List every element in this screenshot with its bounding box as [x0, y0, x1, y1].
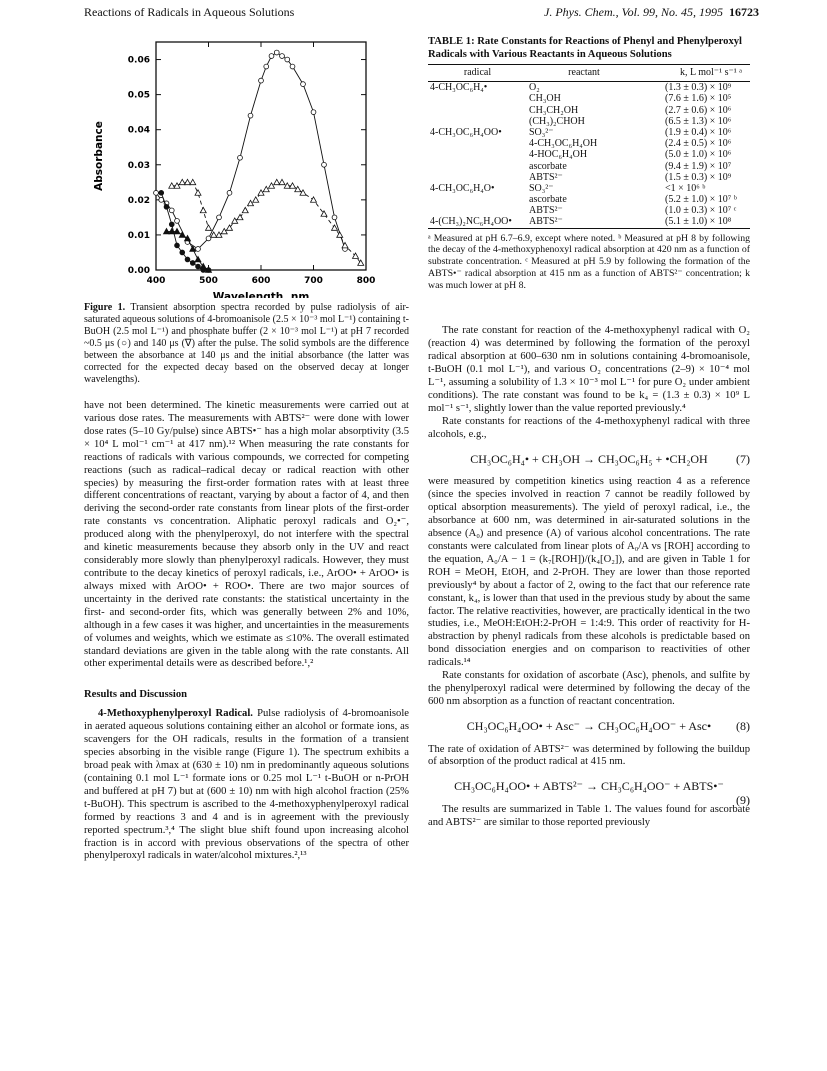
absorbance-chart — [84, 36, 409, 298]
table-header-k: k, L mol⁻¹ s⁻¹ ᵃ — [641, 65, 750, 82]
table-cell-reactant: CH₃CH₂OH — [529, 104, 579, 116]
y-tick-label: 0.01 — [127, 230, 150, 241]
series-line-circle-open — [156, 53, 345, 249]
table-cell-reactant: O₂ — [529, 82, 540, 94]
data-point-circle-open — [196, 247, 201, 252]
section-heading: Results and Discussion — [84, 689, 188, 701]
table-cell-k: (2.7 ± 0.6) × 10⁶ — [665, 104, 732, 116]
data-point-circle-filled — [175, 243, 180, 248]
table-cell-k: (2.4 ± 0.5) × 10⁶ — [665, 138, 732, 150]
y-tick-label: 0.02 — [127, 195, 150, 206]
table-cell-radical — [428, 161, 527, 172]
table-header-row — [428, 65, 750, 82]
data-point-triangle-open — [248, 200, 254, 205]
data-point-triangle-open — [232, 218, 238, 223]
table-row — [428, 149, 750, 160]
data-point-circle-filled — [196, 264, 201, 269]
data-point-circle-open — [332, 215, 337, 220]
figure-1 — [84, 36, 409, 298]
data-point-circle-open — [169, 208, 174, 213]
table-header-reactant: reactant — [527, 65, 641, 82]
data-point-circle-open — [264, 64, 269, 69]
table-row — [428, 138, 750, 149]
data-point-circle-open — [227, 190, 232, 195]
table-cell-radical — [428, 205, 527, 216]
table-cell-reactant: (CH₃)₂CHOH — [529, 115, 585, 127]
data-point-circle-open — [269, 54, 274, 59]
data-point-circle-open — [217, 215, 222, 220]
equation-8-text: CH₃OC₆H₄OO• + Asc⁻ → CH₃OC₆H₄OO⁻ + Asc• — [466, 718, 712, 733]
table-row — [428, 183, 750, 194]
journal-info: J. Phys. Chem., Vol. 99, No. 45, 1995 — [544, 5, 723, 19]
equation-8-number: (8) — [736, 718, 750, 733]
data-point-circle-open — [259, 78, 264, 83]
table-header-radical: radical — [428, 65, 527, 82]
left-column — [84, 36, 409, 863]
table-caption: TABLE 1: Rate Constants for Reactions of Phenyl and Phenylperoxyl Radicals with Various Reactants in Aqueous Solutions — [428, 36, 742, 60]
data-point-circle-open — [206, 236, 211, 241]
data-point-triangle-open — [221, 228, 227, 233]
data-point-circle-open — [154, 190, 159, 195]
table-row — [428, 116, 750, 127]
right-paragraph-2: Rate constants for reactions of the 4-methoxyphenyl radical with three alcohols, e.g., — [428, 415, 750, 440]
data-point-circle-filled — [185, 257, 190, 262]
data-point-circle-filled — [190, 261, 195, 266]
table-cell-reactant: SO₃²⁻ — [529, 126, 554, 138]
table-cell-reactant: 4-HOC₆H₄OH — [529, 149, 588, 161]
right-paragraph-4: Rate constants for oxidation of ascorbate (Asc), phenols, and sulfite by the phenylperoxyl radical were determined by following the decay of the 600 nm absorption as a function of reactant concentration. — [428, 670, 750, 707]
data-point-circle-open — [248, 113, 253, 118]
table-row — [428, 105, 750, 116]
right-paragraph-1: The rate constant for reaction of the 4-methoxyphenyl radical with O₂ (reaction 4) was determined by following the formation of the peroxyl radical absorption at 600–630 nm in solutions containing 4-bromoanisole, t-BuOH (0.1 mol L⁻¹), and various O₂ concentrations (2–9) × 10⁻⁴ mol L⁻¹, assuming a solubility of 1.3 × 10⁻³ mol L⁻¹ for pure O₂ under ambient conditions). The rate constant was found to be k₄ = (1.3 ± 0.3) × 10⁹ L mol⁻¹ s⁻¹, slightly lower than the value reported previously.⁴ — [428, 325, 750, 414]
y-tick-label: 0.06 — [127, 55, 150, 66]
table-cell-k: (6.5 ± 1.3) × 10⁶ — [665, 115, 732, 127]
table-cell-reactant: ABTS²⁻ — [529, 171, 563, 183]
running-head: Reactions of Radicals in Aqueous Solutions — [84, 5, 295, 19]
journal-citation — [544, 5, 759, 20]
data-point-triangle-open — [253, 197, 259, 202]
data-point-circle-filled — [159, 190, 164, 195]
table-row — [428, 194, 750, 205]
data-point-triangle-open — [216, 232, 222, 237]
table-cell-radical — [428, 149, 527, 160]
data-point-circle-filled — [180, 250, 185, 255]
table-row — [428, 161, 750, 172]
figure-caption-label: Figure 1. — [84, 302, 126, 313]
equation-7-text: CH₃OC₆H₄• + CH₃OH → CH₃OC₆H₅ + •CH₂OH — [470, 451, 708, 466]
table-cell-reactant: ABTS²⁻ — [527, 216, 641, 228]
y-tick-label: 0.04 — [127, 125, 150, 136]
data-point-circle-open — [175, 218, 180, 223]
table-cell-k: (5.1 ± 1.0) × 10⁸ — [641, 216, 750, 228]
left-paragraph-2-text: Pulse radiolysis of 4-bromoanisole in aerated aqueous solutions containing either an alcohol or formate ions, as scavengers for the OH radicals, results in the formation of a transient species absorbing in the visible range (Figure 1). The spectrum exhibits a broad peak with λmax at (630 ± 10) nm in predominantly aqueous solutions (containing 0.1 mol L⁻¹ formate ions or 0.25 mol L⁻¹ t-BuOH or n-PrOH and buffered at pH 7) but at (600 ± 10) nm with high alcohol fraction (25% t-BuOH). This spectrum is ascribed to the 4-methoxyphenylperoxyl radical formed by reactions 3 and 4 and is in agreement with the previously reported spectrum.³,⁴ The slight blue shift found upon increasing alcohol fraction is in accord with previous observations of the spectra of other phenylperoxyl radicals in water/alcohol mixtures.²,¹³ — [84, 708, 409, 862]
x-tick-label: 700 — [304, 276, 323, 286]
y-tick-label: 0.05 — [127, 90, 150, 101]
data-point-triangle-filled — [195, 256, 201, 261]
table-row — [428, 93, 750, 104]
table-cell-reactant: ascorbate — [529, 194, 567, 206]
equation-9-text: CH₃OC₆H₄OO• + ABTS²⁻ → CH₃C₆H₄OO⁻ + ABTS•⁻ — [454, 779, 724, 794]
data-point-circle-open — [285, 57, 290, 62]
table-cell-k: (1.5 ± 0.3) × 10⁹ — [665, 171, 732, 183]
data-point-circle-open — [322, 162, 327, 167]
data-point-circle-open — [290, 64, 295, 69]
table-row — [428, 172, 750, 183]
data-point-circle-open — [238, 155, 243, 160]
data-point-triangle-open — [274, 179, 280, 184]
data-point-triangle-open — [279, 179, 285, 184]
figure-caption-text: Transient absorption spectra recorded by pulse radiolysis of air-saturated aqueous solutions of 4-bromoanisole (2.5 × 10⁻³ mol L⁻¹) containing t-BuOH (2.5 mol L⁻¹) and phosphate buffer (2 × 10⁻³ mol L⁻¹) at pH 7 recorded ~0.5 μs (○) and 140 μs (∇) after the pulse. The solid symbols are the difference between the absorbance at 140 μs and the initial absorbance (the latter was corrected for the expected decay based on the observed decay at longer wavelengths). — [84, 302, 409, 385]
right-paragraph-3: were measured by competition kinetics using reaction 4 as a reference (since the species involved in reaction 7 cannot be readily followed by optical absorption measurements). The yield of peroxyl radical, i.e., the absorbance at 600 nm, was determined in air-saturated solutions in the absence (A₀) and presence (A) of various alcohol concentrations. The rate constants were calculated from linear plots of A₀/A vs [ROH] according to the equation, A₀/A − 1 = (k₇[ROH])/(k₄[O₂]), and are given in Table 1 for ROH = MeOH, EtOH, and 2-PrOH. They are lower than those reported previously⁴ by about a factor of 2, owing to the fact that our reference rate constant, k₄, is lower than that used in the previous study by about the same factor. The relative reactivities, however, are practically identical in the two studies, i.e., MeOH:EtOH:2-PrOH = 1:4:9. This order of reactivity for H-abstraction by phenyl radicals from these alcohols is predictable based on bond dissociation energies and on comparison to reactivities of other radicals.¹⁴ — [428, 476, 750, 669]
rate-constant-table — [428, 64, 750, 229]
runin-heading: 4-Methoxyphenylperoxyl Radical. — [98, 708, 253, 720]
table-cell-reactant: 4-CH₃OC₆H₄OH — [529, 138, 598, 150]
equation-9 — [428, 779, 750, 808]
table-cell-reactant: SO₃²⁻ — [529, 182, 554, 194]
data-point-triangle-open — [190, 179, 196, 184]
table-cell-radical — [428, 138, 527, 149]
data-point-triangle-open — [295, 186, 301, 191]
table-cell-k: (1.9 ± 0.4) × 10⁶ — [665, 126, 732, 138]
data-point-triangle-open — [311, 197, 317, 202]
equation-7-number: (7) — [736, 451, 750, 466]
table-cell-radical — [428, 105, 527, 116]
table-cell-radical: 4-CH₃OC₆H₄O• — [430, 182, 495, 194]
data-point-triangle-open — [242, 207, 248, 212]
x-tick-label: 500 — [199, 276, 218, 286]
table-cell-k: <1 × 10⁶ ᵇ — [665, 182, 706, 194]
data-point-triangle-open — [300, 190, 306, 195]
data-point-circle-open — [311, 110, 316, 115]
equation-7 — [428, 452, 750, 467]
x-tick-label: 400 — [146, 276, 166, 286]
equation-9-number: (9) — [736, 793, 750, 808]
x-tick-label: 600 — [251, 276, 271, 286]
table-cell-radical — [428, 172, 527, 183]
table-cell-radical — [428, 194, 527, 205]
y-axis-label: Absorbance — [93, 121, 105, 191]
table-cell-reactant: ascorbate — [529, 160, 567, 172]
table-cell-reactant: CH₃OH — [529, 93, 561, 105]
y-tick-label: 0.00 — [127, 266, 150, 276]
table-cell-k: (5.0 ± 1.0) × 10⁶ — [665, 149, 732, 161]
table-cell-k: (9.4 ± 1.9) × 10⁷ — [665, 160, 732, 172]
data-point-triangle-open — [332, 225, 338, 230]
data-point-triangle-open — [258, 190, 264, 195]
table-cell-radical: 4-(CH₃)₂NC₆H₄OO• — [428, 216, 527, 228]
data-point-circle-open — [280, 54, 285, 59]
data-point-circle-filled — [164, 204, 169, 209]
right-paragraph-5: The rate of oxidation of ABTS²⁻ was determined by following the buildup of absorption of the product radical at 415 nm. — [428, 743, 750, 768]
table-row — [428, 82, 750, 94]
table-cell-radical — [428, 116, 527, 127]
right-paragraph-6: The results are summarized in Table 1. The values found for ascorbate and ABTS²⁻ are similar to those reported previously — [428, 803, 750, 828]
data-point-triangle-open — [206, 225, 212, 230]
data-point-circle-filled — [169, 222, 174, 227]
table-footnote: ᵃ Measured at pH 6.7–6.9, except where noted. ᵇ Measured at pH 8 by following the decay of the 4-methoxyphenoxyl radical absorption at 420 nm as a function of substrate concentration. ᶜ Measured at pH 5.9 by following the formation of the ABTS•⁻ radical absorption at 415 nm as a function of ABTS²⁻ concentration; k was much lower at pH 8. — [428, 232, 750, 291]
table-cell-radical: 4-CH₃OC₆H₄OO• — [430, 126, 502, 138]
right-column — [428, 36, 750, 830]
table-cell-k: (1.0 ± 0.3) × 10⁷ ᶜ — [665, 205, 737, 217]
data-point-circle-open — [301, 82, 306, 87]
page-number: 16723 — [729, 5, 759, 19]
left-paragraph-1: have not been determined. The kinetic measurements were carried out at various dose rates. The measurements with ABTS²⁻ were done with lower dose rates (5–10 Gy/pulse) since ABTS•⁻ has a high molar absorptivity (3.5 × 10⁴ L mol⁻¹ cm⁻¹ at 417 nm).¹² When measuring the rate constants for reactions of radicals with various compounds, we corrected for competing reactions (such as radical–radical decay or radical reaction with other species) by measuring the first-order formation rates with at least three different concentrations of reactant, varying by about a factor of 4, and then deriving the second-order rate constants from linear plots of the first-order rate constants vs concentration. Aliphatic peroxyl radicals and O₂•⁻, produced along with the phenylperoxyl, do not interfere with the spectral and kinetic measurements because they absorb only in the UV and react considerably more slowly than phenylperoxyl radicals. However, they must contribute to the decay kinetics of peroxyl radicals, i.e., ArOO• + ArOO• is always mixed with ArOO• + ROO•. There are two major sources of uncertainty in the derived rate constants: the statistical uncertainty in the first- and second-order fits, which was generally between 2% and 10%, although in a few cases it was higher, and uncertainties in the measurements of volumes and weights, which we estimate as ≤10%. The overall estimated standard deviations are given in the table along with the rate constants. All other experimental details were as described before.¹,² — [84, 400, 409, 670]
table-row — [428, 216, 750, 228]
table-cell-k: (7.6 ± 1.6) × 10⁵ — [665, 93, 732, 105]
data-point-triangle-open — [179, 179, 185, 184]
table-cell-k: (5.2 ± 1.0) × 10⁷ ᵇ — [665, 194, 737, 206]
table-row — [428, 205, 750, 216]
data-point-triangle-open — [200, 207, 206, 212]
table-cell-radical — [428, 93, 527, 104]
data-point-triangle-open — [195, 190, 201, 195]
x-axis-label: Wavelength, nm — [212, 291, 310, 298]
table-cell-reactant: ABTS²⁻ — [529, 205, 563, 217]
y-tick-label: 0.03 — [127, 160, 150, 171]
table-cell-radical: 4-CH₃OC₆H₄• — [430, 82, 488, 94]
x-tick-label: 800 — [356, 276, 376, 286]
table-row — [428, 127, 750, 138]
figure-caption — [84, 302, 409, 386]
data-point-triangle-open — [263, 186, 269, 191]
equation-8 — [428, 719, 750, 734]
data-point-circle-open — [274, 50, 279, 55]
data-point-triangle-open — [269, 183, 275, 188]
left-paragraph-2 — [84, 708, 409, 863]
table-cell-k: (1.3 ± 0.3) × 10⁹ — [665, 82, 732, 94]
